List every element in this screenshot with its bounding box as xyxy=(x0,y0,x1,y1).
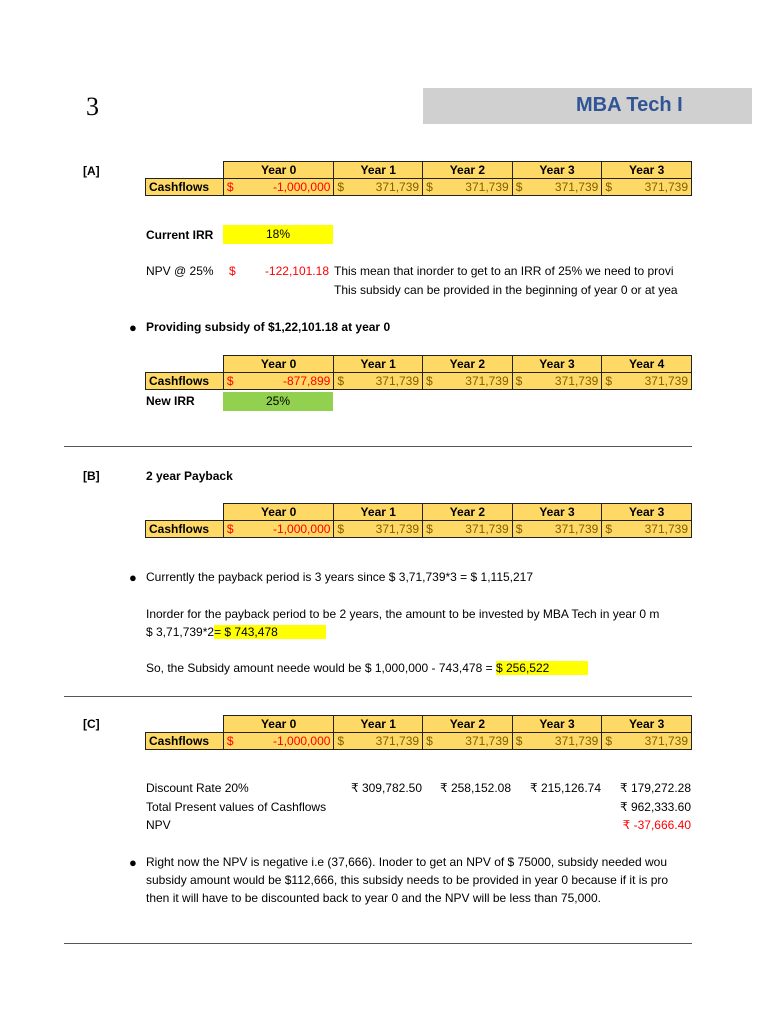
section-c-label: [C] xyxy=(83,717,100,731)
current-irr-value: 18% xyxy=(223,225,333,244)
npv-currency: $ xyxy=(229,264,236,278)
header-cell: Year 3 xyxy=(602,716,692,733)
header-cell: Year 2 xyxy=(423,162,513,179)
value-cell: $ 371,739 xyxy=(334,521,423,538)
value-cell: $ 371,739 xyxy=(423,179,513,196)
discount-rate-label: Discount Rate 20% xyxy=(146,781,249,795)
npv-note-line-1: This mean that inorder to get to an IRR of 25% we need to provi xyxy=(334,264,674,278)
value-cell: $ 371,739 xyxy=(602,373,692,390)
header-cell: Year 0 xyxy=(223,504,334,521)
value-cell: $ 371,739 xyxy=(512,373,602,390)
value-cell: $ 371,739 xyxy=(512,179,602,196)
payback-bullet-text: Currently the payback period is 3 years since $ 3,71,739*3 = $ 1,115,217 xyxy=(146,570,534,584)
section-b-label: [B] xyxy=(83,469,100,483)
npv-c-label: NPV xyxy=(146,818,171,832)
pv-year-3: ₹ 215,126.74 xyxy=(529,781,601,795)
bullet-icon: ● xyxy=(129,855,137,870)
npv-bullet-line-1: Right now the NPV is negative i.e (37,666). Inoder to get an NPV of $ 75000, subsidy needed wou xyxy=(146,855,667,869)
payback-para-line-2: $ 3,71,739*2= $ 743,478 xyxy=(146,625,326,639)
header-cell: Year 1 xyxy=(334,716,423,733)
value-cell: $ 371,739 xyxy=(602,179,692,196)
header-cell: Year 1 xyxy=(334,356,423,373)
npv-label: NPV @ 25% xyxy=(146,264,214,278)
header-cell: Year 0 xyxy=(223,356,333,373)
value-cell: $ -1,000,000 xyxy=(223,521,334,538)
header-cell: Year 0 xyxy=(223,716,334,733)
section-b-title: 2 year Payback xyxy=(146,469,233,483)
header-cell: Year 3 xyxy=(602,504,692,521)
npv-note-line-2: This subsidy can be provided in the beginning of year 0 or at yea xyxy=(334,283,678,297)
header-cell: Year 3 xyxy=(602,162,692,179)
pv-year-2: ₹ 258,152.08 xyxy=(439,781,511,795)
value-cell: $ 371,739 xyxy=(423,733,513,750)
npv-bullet-line-2: subsidy amount would be $112,666, this subsidy needs to be provided in year 0 because if it is pro xyxy=(146,873,669,887)
header-cell: Year 3 xyxy=(512,716,602,733)
value-cell: $ 371,739 xyxy=(602,521,692,538)
section-b-cashflow-table xyxy=(145,503,692,538)
value-cell: $ 371,739 xyxy=(423,521,513,538)
header-cell: Year 2 xyxy=(423,504,513,521)
section-a-subsidy-table xyxy=(145,355,692,390)
row-label: Cashflows xyxy=(146,373,224,390)
table-row xyxy=(146,733,692,750)
pv-year-1: ₹ 309,782.50 xyxy=(350,781,422,795)
header-cell: Year 1 xyxy=(334,162,423,179)
table-row xyxy=(146,179,692,196)
value-cell: $ 371,739 xyxy=(334,179,423,196)
header-cell: Year 2 xyxy=(423,356,513,373)
highlighted-subsidy: $ 256,522 xyxy=(496,661,588,675)
section-divider xyxy=(64,696,692,697)
header-cell: Year 3 xyxy=(512,504,602,521)
section-c-cashflow-table xyxy=(145,715,692,750)
table-row xyxy=(146,521,692,538)
table-header-row xyxy=(146,162,692,179)
header-cell: Year 4 xyxy=(602,356,692,373)
value-cell: $ -1,000,000 xyxy=(223,179,334,196)
header-cell: Year 3 xyxy=(512,162,602,179)
value-cell: $ 371,739 xyxy=(423,373,513,390)
section-divider xyxy=(64,943,692,944)
header-cell: Year 3 xyxy=(512,356,602,373)
new-irr-label: New IRR xyxy=(146,394,195,408)
bullet-icon: ● xyxy=(129,320,137,335)
npv-c-value: ₹ -37,666.40 xyxy=(622,818,691,832)
npv-bullet-line-3: then it will have to be discounted back to year 0 and the NPV will be less than 75,000. xyxy=(146,891,601,905)
header-cell: Year 1 xyxy=(334,504,423,521)
section-divider xyxy=(64,446,692,447)
npv-value: -122,101.18 xyxy=(264,264,329,278)
row-label: Cashflows xyxy=(146,733,224,750)
table-header-row xyxy=(146,504,692,521)
current-irr-label: Current IRR xyxy=(146,228,214,242)
page-number: 3 xyxy=(86,92,99,121)
table-header-row xyxy=(146,356,692,373)
value-cell: $ 371,739 xyxy=(512,733,602,750)
new-irr-value: 25% xyxy=(223,392,333,411)
table-row xyxy=(146,373,692,390)
value-cell: $ -1,000,000 xyxy=(223,733,334,750)
value-cell: $ 371,739 xyxy=(334,373,423,390)
row-label: Cashflows xyxy=(146,521,224,538)
header-cell: Year 0 xyxy=(223,162,334,179)
row-label: Cashflows xyxy=(146,179,224,196)
total-pv-label: Total Present values of Cashflows xyxy=(146,800,327,814)
payback-para-line-1: Inorder for the payback period to be 2 years, the amount to be invested by MBA Tech in year 0 m xyxy=(146,607,660,621)
pv-year-4: ₹ 179,272.28 xyxy=(619,781,691,795)
bullet-icon: ● xyxy=(129,570,137,585)
section-a-label: [A] xyxy=(83,164,100,178)
section-a-cashflow-table xyxy=(145,161,692,196)
total-pv-value: ₹ 962,333.60 xyxy=(619,800,691,814)
header-cell: Year 2 xyxy=(423,716,513,733)
value-cell: $ -877,899 xyxy=(223,373,333,390)
value-cell: $ 371,739 xyxy=(602,733,692,750)
subsidy-heading: Providing subsidy of $1,22,101.18 at year 0 xyxy=(146,320,391,334)
banner-title: MBA Tech I xyxy=(576,94,683,116)
highlighted-amount: = $ 743,478 xyxy=(214,625,326,639)
value-cell: $ 371,739 xyxy=(512,521,602,538)
subsidy-amount-line: So, the Subsidy amount neede would be $ 1,000,000 - 743,478 = $ 256,522 xyxy=(146,661,588,675)
value-cell: $ 371,739 xyxy=(334,733,423,750)
table-header-row xyxy=(146,716,692,733)
